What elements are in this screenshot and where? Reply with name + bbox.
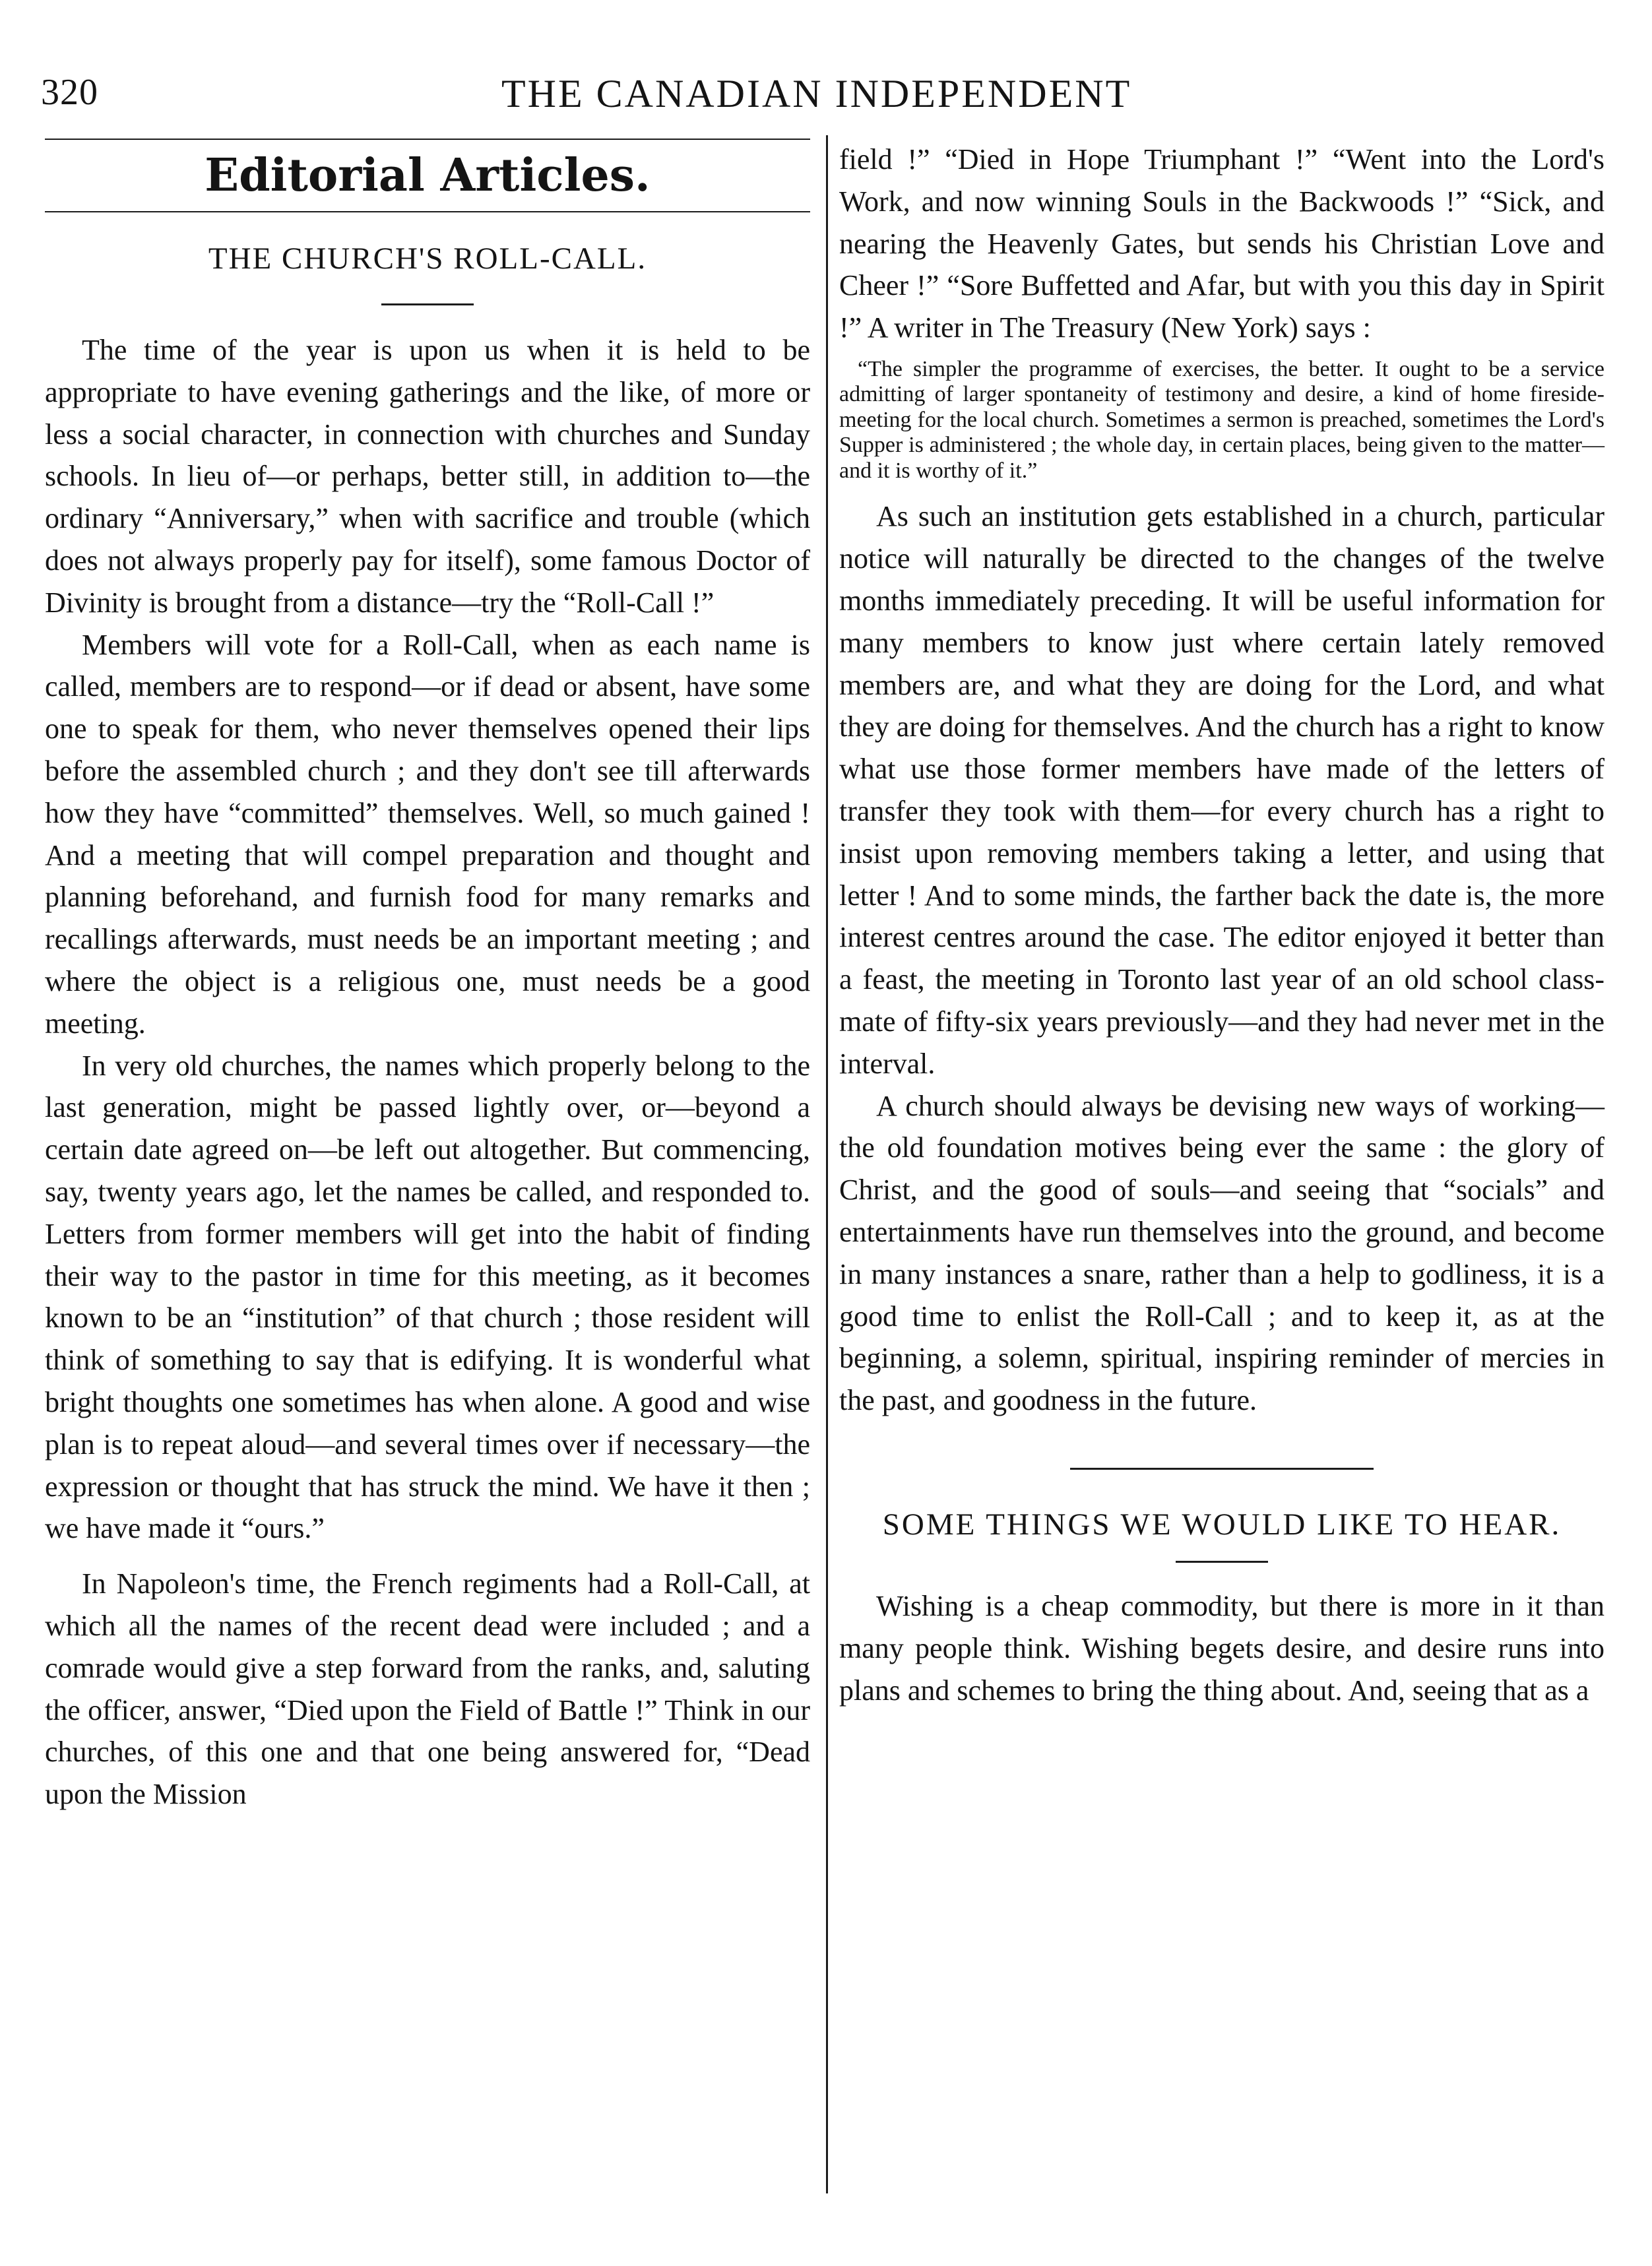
article-title: THE CHURCH'S ROLL-CALL. [208,241,647,276]
article-paragraph: In very old churches, the names which properly belong to the last generation, might be passed lightly over, or—beyond a certain date agreed on—be left out altogether. But commencing, say, twenty years ago, let the names be called, and responded to. Letters from former members will get into the habit of finding their way to the pastor in time for this meeting, as it becomes known to be an “institution” of that church ; those resident will think of something to say that is edifying. It is wonderful what bright thoughts one sometimes has when alone. A good and wise plan is to repeat aloud—and several times over if necessary—the expression or thought that has struck the mind. We have it then ; we have made it “ours.” [45,1049,810,1545]
section-rule-top [45,139,810,140]
article-title: SOME THINGS WE WOULD LIKE TO HEAR. [882,1507,1562,1542]
right-column [839,139,1604,1711]
article-paragraph: A church should always be devising new ways of working—the old foundation motives being ever the same : the glory of Christ, and the good of souls—and seeing that “socials” and entertainments have run themselves into the ground, and become in many instances a snare, rather than a help to godliness, it is a good time to enlist the Roll-Call ; and to keep it, as at the beginning, a solemn, spiritual, inspiring reminder of mercies in the past, and goodness in the future. [839,1089,1604,1417]
article-paragraph: Wishing is a cheap commodity, but there is more in it than many people think. Wishing begets desire, and desire runs into plans and schemes to bring the thing about. And, seeing that as a [839,1590,1604,1707]
block-quote: “The simpler the programme of exercises, the better. It ought to be a service admitting of larger spontaneity of testimony and desire, a kind of home fireside-meeting for the local church. Sometimes a sermon is preached, sometimes the Lord's Supper is administered ; the whole day, in certain places, being given to the matter—and it is worthy of it.” [839,356,1604,483]
journal-title: THE CANADIAN INDEPENDENT [501,72,1132,115]
page-number: 320 [41,72,98,113]
article-continuation: field !” “Died in Hope Triumphant !” “Went into the Lord's Work, and now winning Souls in the Backwoods !” “Sick, and nearing the Heavenly Gates, but sends his Christian Love and Cheer !” “Sore Buffetted and Afar, but with you this day in Spirit !” A writer in The Treasury (New York) says : [839,143,1604,344]
article-paragraph: The time of the year is upon us when it is held to be appropriate to have evening gatherings and the like, of more or less a social character, in connection with churches and Sunday schools. In lieu of—or perhaps, better still, in addition to—the ordinary “Anniversary,” when with sacrifice and trouble (which does not always properly pay for itself), some famous Doctor of Divinity is brought from a distance—try the “Roll-Call !” [45,334,810,619]
page-header [0,71,1652,124]
left-column [45,139,810,1815]
article-paragraph: As such an institution gets established in a church, particular notice will naturally be directed to the changes of the twelve months immediately preceding. It will be useful information for many members to know just where certain lately removed members are, and what they are doing for the Lord, and what they are doing for themselves. And the church has a right to know what use those former members have made of the letters of transfer they took with them—for every church has a right to insist upon removing members taking a letter, and using that letter ! And to some minds, the farther back the date is, the more interest centres around the case. The editor enjoyed it better than a feast, the meeting in Toronto last year of an old school class-mate of fifty-six years previously—and they had never met in the interval. [839,500,1604,1080]
column-divider [826,135,828,2193]
article-paragraph: Members will vote for a Roll-Call, when as each name is called, members are to respond—or if dead or absent, have some one to speak for them, who never themselves opened their lips before the assembled church ; and they don't see till afterwards how they have “committed” themselves. Well, so much gained ! And a meeting that will compel preparation and thought and planning beforehand, and furnish food for many remarks and recallings afterwards, must needs be an important meeting ; and where the object is a religious one, must needs be a good meeting. [45,628,810,1040]
article-paragraph: In Napoleon's time, the French regiments had a Roll-Call, at which all the names of the recent dead were included ; and a comrade would give a step forward from the ranks, and, saluting the officer, answer, “Died upon the Field of Battle !” Think in our churches, of this one and that one being answered for, “Dead upon the Mission [45,1567,810,1811]
section-heading: Editorial Articles. [205,149,651,202]
